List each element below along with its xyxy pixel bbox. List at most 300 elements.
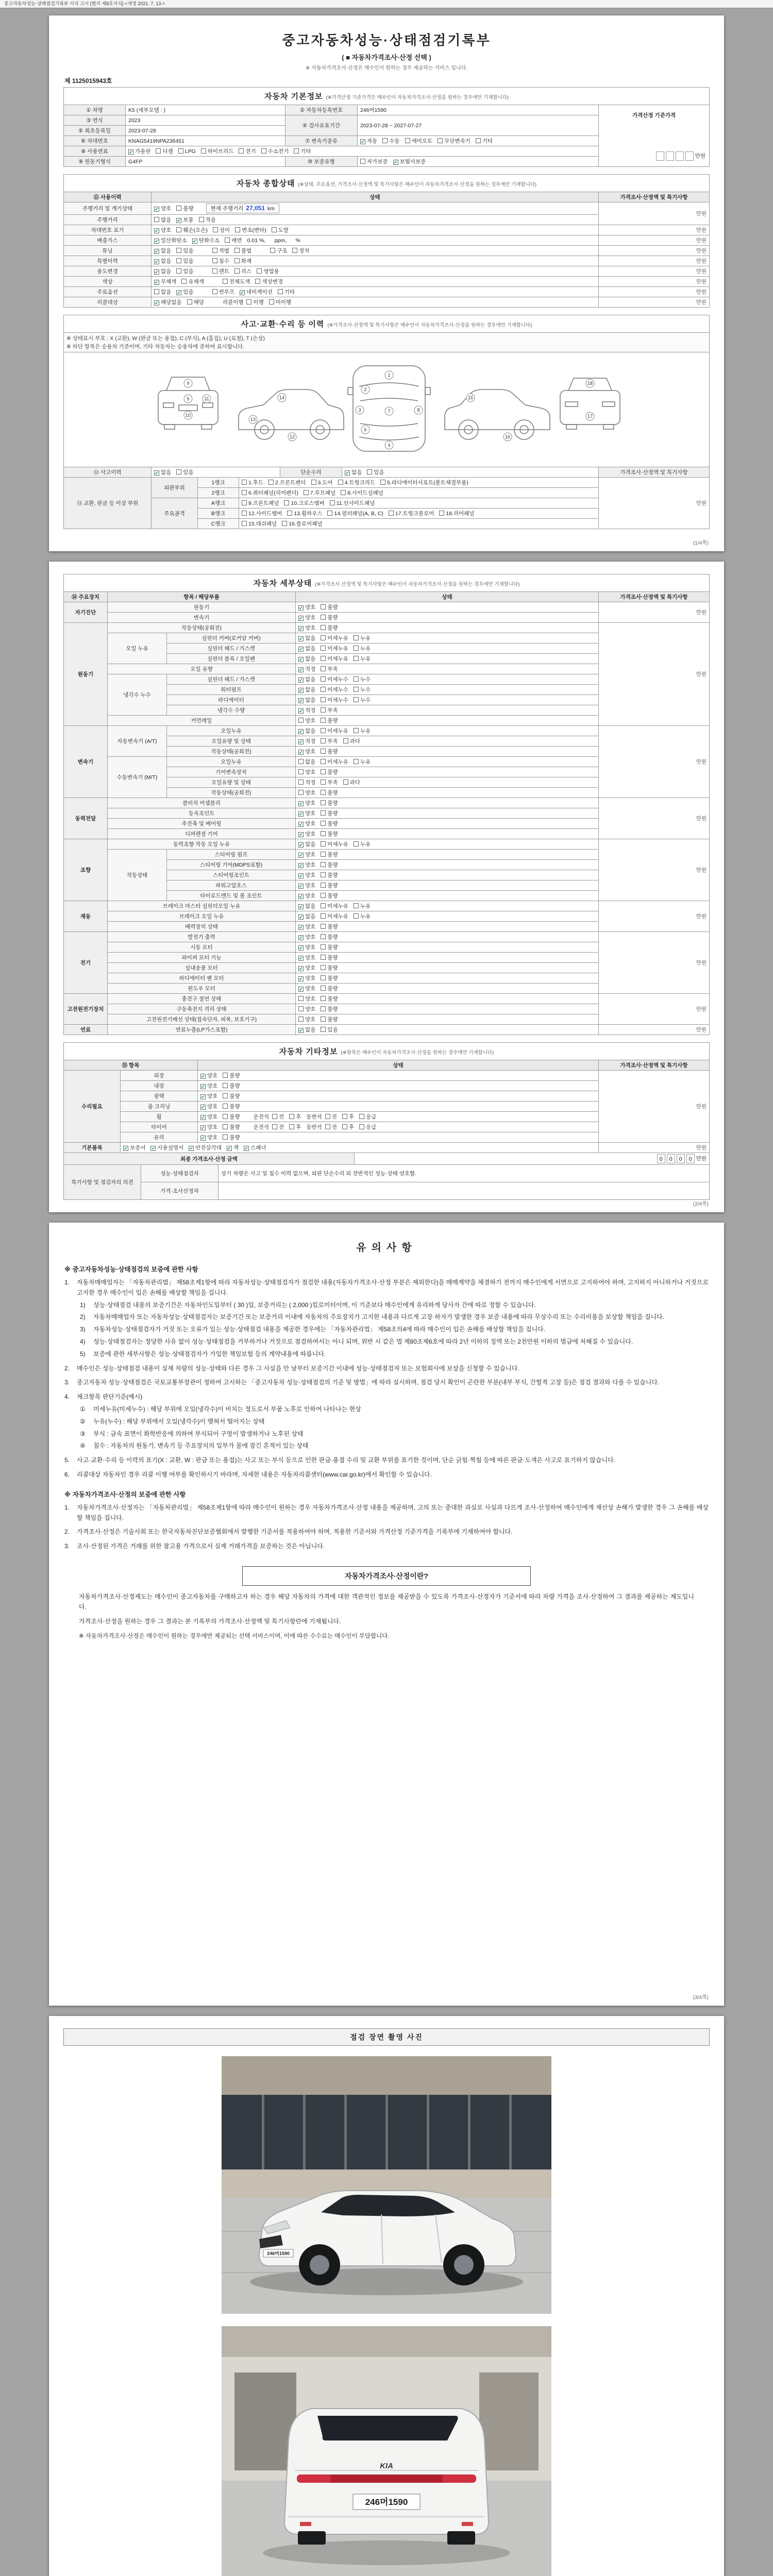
checkbox-option[interactable]: ✔ 무채색	[155, 279, 177, 285]
checkbox-option[interactable]: ✔ 보통	[177, 217, 194, 223]
checkbox-option[interactable]: ✔ 적정	[299, 707, 316, 714]
checkbox-option[interactable]: 매연	[225, 236, 242, 244]
section-title-accident: 사고·교환·수리 등 이력 (※가격조사·산정액 및 특기사항은 매수인이 자동차가격조사·산정을 원하는 경우에만 기재합니다)	[64, 315, 710, 333]
state-cell	[121, 1143, 599, 1153]
checkbox-option[interactable]: ✔ 양호	[299, 965, 316, 971]
checkbox-option[interactable]: ✔ 없음	[299, 656, 316, 662]
checkbox-option[interactable]: 있음	[367, 468, 384, 476]
checkbox-option[interactable]: ✔ 없음	[155, 258, 172, 264]
detail-row	[64, 839, 710, 850]
checkbox-icon	[321, 955, 326, 960]
checkbox-option[interactable]: 침수	[212, 257, 229, 265]
checkbox-icon	[321, 697, 326, 702]
checkbox-option[interactable]: ✔ 없음	[155, 248, 172, 254]
checkbox-option[interactable]: ✔ 적정	[299, 666, 316, 672]
checkbox-option[interactable]: 유채색	[181, 278, 204, 285]
checkbox-option[interactable]: 누유	[354, 645, 371, 652]
checkbox-option[interactable]: 미세누유	[321, 645, 348, 652]
state-cell	[198, 1081, 599, 1091]
checkbox-option[interactable]: ✔ 양호	[201, 1104, 218, 1110]
checkbox-icon	[298, 790, 304, 795]
checkbox-option[interactable]: 훼손(오손)	[176, 226, 208, 234]
checkbox-option[interactable]: 누수	[354, 696, 371, 704]
checkbox-option[interactable]: ✔ 없음	[299, 841, 316, 848]
checkbox-option[interactable]: 불량	[321, 933, 338, 941]
checkbox-icon	[321, 1027, 326, 1032]
checkbox-option[interactable]: 미세누수	[321, 675, 348, 683]
checkbox-option[interactable]: 불량	[321, 1015, 338, 1023]
checkbox-icon	[321, 759, 326, 764]
checkbox-option[interactable]: ✔ 없음	[299, 687, 316, 693]
checkbox-option[interactable]: 적음	[199, 216, 216, 224]
checkbox-option[interactable]: 디젤	[156, 147, 173, 155]
checkbox-option[interactable]: 불량	[223, 1113, 240, 1121]
rank-cell: B랭크	[198, 509, 239, 519]
checkbox-option[interactable]: 있음	[176, 468, 193, 476]
checkbox-option[interactable]: 전체도색	[223, 278, 250, 285]
checkbox-option[interactable]: 17.트렁크플로어	[389, 510, 434, 517]
checkbox-option[interactable]: 불량	[176, 205, 193, 212]
checkbox-option[interactable]: 불량	[321, 995, 338, 1003]
checkbox-option[interactable]: 화재	[234, 257, 251, 265]
checkbox-option[interactable]: 양호	[298, 717, 315, 724]
checkbox-option[interactable]: 세미오토	[405, 137, 433, 145]
checkbox-option[interactable]: 적법	[212, 247, 229, 255]
checkbox-icon	[321, 924, 326, 929]
checkbox-option[interactable]: 불량	[321, 954, 338, 961]
svg-text:6: 6	[364, 427, 367, 432]
detail-col-item: 항목 / 해당부품	[108, 592, 296, 602]
price-digit: 0	[686, 1154, 695, 1163]
checkbox-option[interactable]: ✔ 보험사보증	[393, 159, 426, 165]
checkbox-option[interactable]: ✔ 양호	[299, 625, 316, 631]
checkbox-option[interactable]: 있음	[176, 247, 193, 255]
checkbox-option[interactable]: 불량	[321, 614, 338, 621]
checkbox-option[interactable]: ✔ 보증서	[124, 1145, 146, 1151]
checkbox-option[interactable]: 누유	[354, 840, 371, 848]
checkbox-option[interactable]: 불량	[321, 717, 338, 724]
checkbox-option[interactable]: 하이브리드	[201, 147, 234, 155]
checkbox-option[interactable]: 14.필러패널(A, B, C)	[327, 510, 383, 517]
checkbox-option[interactable]: ✔ 없음	[299, 676, 316, 683]
checkbox-option[interactable]: ✔ 일산화탄소	[155, 238, 187, 244]
checkbox-option[interactable]: 과다	[343, 778, 360, 786]
checkbox-option[interactable]: 장치	[292, 247, 309, 255]
checkbox-option[interactable]: 이행	[246, 298, 263, 306]
checkbox-option[interactable]: 전	[272, 1113, 284, 1121]
checkbox-option[interactable]: 없음	[154, 288, 171, 296]
item-cell: 브레이크 마스터 실린더오일 누유	[108, 901, 296, 911]
notice-heading: ※ 중고자동차성능·상태점검의 보증에 관한 사항	[64, 1266, 198, 1273]
state-cell	[296, 901, 599, 911]
checkbox-option[interactable]: ✔ 양호	[155, 206, 172, 212]
etc-col-item: ⑮ 항목	[64, 1060, 198, 1071]
checkbox-option[interactable]: ✔ 양호	[299, 604, 316, 611]
checkbox-option[interactable]: ✔ 양호	[299, 810, 316, 817]
checkbox-option[interactable]: 10.크로스멤버	[284, 499, 324, 507]
checkbox-option[interactable]: ✔ 없음	[299, 903, 316, 909]
checkbox-option[interactable]: ✔ 양호	[299, 800, 316, 806]
checkbox-option[interactable]: ✔ 없음	[155, 268, 172, 275]
checkbox-option[interactable]: 전	[325, 1123, 337, 1131]
checkbox-option[interactable]: 불량	[223, 1123, 240, 1131]
checkbox-option[interactable]: ✔ 양호	[299, 986, 316, 992]
checkbox-option[interactable]: 16.플로어패널	[282, 520, 322, 528]
state-cell	[296, 932, 599, 942]
checkbox-icon	[338, 480, 343, 485]
checkbox-option[interactable]: 미세누유	[321, 758, 348, 766]
checkbox-option[interactable]: ✔ 없음	[299, 646, 316, 652]
checkbox-option[interactable]: 불량	[223, 1082, 240, 1090]
checkbox-icon	[284, 500, 289, 505]
checkbox-option[interactable]: 불량	[321, 1005, 338, 1013]
checkbox-option[interactable]: ✔ 양호	[155, 227, 172, 233]
checkbox-option[interactable]: 8.사이드실패널	[341, 489, 383, 497]
checkbox-option[interactable]: 누유	[354, 655, 371, 663]
checkbox-icon	[321, 934, 326, 939]
checkbox-option[interactable]: ✔ 잭	[227, 1145, 239, 1151]
checkbox-icon	[234, 248, 240, 253]
base-price-value: 만원	[601, 149, 707, 163]
checkbox-option[interactable]: 4.트렁크리드	[338, 479, 375, 486]
checkbox-option[interactable]: 미세누수	[321, 686, 348, 693]
state-cell	[198, 1122, 599, 1132]
checkbox-option[interactable]: 썬루프	[212, 288, 234, 296]
checkbox-option[interactable]: 9.프론트패널	[242, 499, 279, 507]
checkbox-option[interactable]: 불량	[223, 1103, 240, 1110]
checkbox-option[interactable]: 누유	[354, 634, 371, 642]
checkbox-option[interactable]: 누유	[354, 758, 371, 766]
checkbox-option[interactable]: 전기	[239, 147, 256, 155]
checkbox-option[interactable]: 불량	[321, 985, 338, 992]
checkbox-option[interactable]: 있음	[321, 1026, 338, 1033]
item-cell: 실린더 커버(로커암 커버)	[167, 633, 296, 643]
checkbox-option[interactable]: 15.대쉬패널	[242, 520, 277, 528]
price-survey-box-line: 자동차가격조사·산정제도는 매수인이 중고자동차를 구매하고자 하는 경우 해당 자동차의 가격에 대한 객관적인 정보를 제공받을 수 있도록 가격조사·산정자가 기준서에 따라 차량 가격을 조사·산정하여 그 결과를 제공하는 제도입니다.	[79, 1592, 694, 1611]
svg-text:16: 16	[505, 434, 511, 439]
notice-item: 3. 중고자동차 성능·상태점검은 국토교통부장관이 정하여 고시하는 「중고자동차 성능·상태점검의 기준 및 방법」에 따라 실시하며, 점검 당시 확인이 곤란한 부분(내부 부식, 간헐적 고장 등)은 점검 결과와 다를 수 있습니다.	[64, 1379, 660, 1386]
checkbox-icon: ✔	[299, 884, 303, 889]
checkbox-option[interactable]: ✔ 없음	[299, 728, 316, 734]
rank-cell: A랭크	[198, 498, 239, 509]
checkbox-option[interactable]: ✔ 없음	[299, 697, 316, 703]
checkbox-icon	[354, 676, 359, 682]
checkbox-option[interactable]: ✔ 탄화수소	[192, 238, 220, 244]
svg-text:5: 5	[187, 396, 190, 401]
checkbox-option[interactable]: 후	[342, 1123, 354, 1131]
summary-table	[63, 174, 710, 308]
checkbox-option[interactable]: 리스	[234, 267, 251, 275]
checkbox-icon: ✔	[189, 1146, 193, 1151]
checkbox-icon	[354, 913, 359, 919]
checkbox-icon	[405, 138, 410, 143]
checkbox-option[interactable]: ✔ 양호	[201, 1134, 218, 1141]
checkbox-option[interactable]: 불량	[321, 923, 338, 930]
checkbox-option[interactable]: 불량	[321, 964, 338, 972]
checkbox-option[interactable]: 과다	[343, 737, 360, 745]
checkbox-option[interactable]: LPG	[178, 148, 196, 155]
checkbox-option[interactable]: ✔ 없음	[299, 635, 316, 641]
checkbox-option[interactable]: 6.쿼터패널(리어펜더)	[242, 489, 298, 497]
checkbox-option[interactable]: 전	[325, 1113, 337, 1121]
checkbox-option[interactable]: ✔ 자동	[361, 138, 378, 144]
checkbox-icon: ✔	[201, 1115, 205, 1120]
checkbox-option[interactable]: 불량	[223, 1072, 240, 1079]
checkbox-option[interactable]: ✔ 양호	[299, 872, 316, 878]
checkbox-icon	[321, 676, 326, 682]
checkbox-option[interactable]: 부족	[321, 737, 338, 745]
checkbox-option[interactable]: 불량	[223, 1092, 240, 1100]
checkbox-icon	[223, 1093, 228, 1098]
checkbox-option[interactable]: 미세누유	[321, 902, 348, 910]
checkbox-option[interactable]: ✔ 양호	[201, 1093, 218, 1099]
checkbox-option[interactable]: 후	[289, 1123, 301, 1131]
checkbox-option[interactable]: 없음	[298, 758, 315, 766]
group-cell: 자동변속기 (A/T)	[108, 726, 167, 757]
checkbox-option[interactable]: 5.라디에이터서포트(볼트체결부품)	[380, 479, 468, 486]
checkbox-option[interactable]: 해당	[187, 298, 204, 306]
checkbox-option[interactable]: 불량	[321, 768, 338, 776]
checkbox-option[interactable]: ✔ 적정	[299, 738, 316, 744]
checkbox-icon	[223, 1073, 228, 1078]
etc-col-price: 가격조사·산정액 및 특기사항	[598, 1060, 709, 1071]
device-cell: 고전원전기장치	[64, 994, 108, 1025]
checkbox-option[interactable]: 있음	[176, 257, 193, 265]
checkbox-option[interactable]: 무단변속기	[438, 137, 470, 145]
checkbox-option[interactable]: 미세누유	[321, 634, 348, 642]
checkbox-option[interactable]: ✔ 양호	[201, 1124, 218, 1130]
checkbox-option[interactable]: ✔ 네비게이션	[240, 289, 273, 295]
checkbox-option[interactable]: 누유	[354, 727, 371, 735]
state-cell	[296, 870, 599, 880]
checkbox-option[interactable]: 불법	[234, 247, 251, 255]
checkbox-option[interactable]: 누유	[354, 912, 371, 920]
checkbox-option[interactable]: 응급	[359, 1123, 376, 1131]
checkbox-option[interactable]: 12.사이드멤버	[242, 510, 282, 517]
opinion-label-cell: 특기사항 및 점검자의 의견	[64, 1165, 141, 1200]
checkbox-option[interactable]: 미세누수	[321, 696, 348, 704]
price-survey-box-line: 가격조사·산정을 원하는 경우 그 결과는 본 기록부의 가격조사·산정액 및 특기사항란에 기재됩니다.	[79, 1617, 341, 1625]
checkbox-option[interactable]: 수동	[382, 137, 399, 145]
checkbox-option[interactable]: ✔ 양호	[299, 955, 316, 961]
checkbox-option[interactable]: ✔ 가솔린	[129, 148, 151, 155]
checkbox-option[interactable]: ✔ 스패너	[244, 1145, 266, 1151]
checkbox-option[interactable]: 상이	[213, 226, 230, 234]
checkbox-option[interactable]: 후	[289, 1113, 301, 1121]
checkbox-icon	[176, 469, 181, 474]
checkbox-icon	[246, 299, 251, 304]
checkbox-option[interactable]: 렌트	[212, 267, 229, 275]
checkbox-icon	[242, 511, 247, 516]
checkbox-option[interactable]: 변조(변타)	[235, 226, 266, 234]
checkbox-option[interactable]: 수소전기	[261, 147, 289, 155]
checkbox-option[interactable]: ✔ 없음	[155, 469, 172, 476]
checkbox-option[interactable]: 불량	[321, 851, 338, 858]
price-digit	[666, 151, 674, 161]
checkbox-option[interactable]: ✔ 없음	[299, 913, 316, 920]
checkbox-option[interactable]: 2.프론트펜더	[268, 479, 306, 486]
checkbox-option[interactable]: 기타	[294, 147, 311, 155]
checkbox-option[interactable]: ✔ 없음	[299, 1027, 316, 1033]
checkbox-option[interactable]: 전	[272, 1123, 284, 1131]
checkbox-option[interactable]: 불량	[223, 1133, 240, 1141]
checkbox-option[interactable]: 7.루프패널	[304, 489, 335, 497]
checkbox-option[interactable]: ✔ 양호	[299, 975, 316, 981]
checkbox-option[interactable]: 적정	[298, 778, 315, 786]
checkbox-option[interactable]: 미세누유	[321, 655, 348, 663]
checkbox-option[interactable]: 영업용	[257, 267, 279, 275]
notices-title: 유의사항	[356, 1242, 417, 1253]
device-cell: 원동기	[64, 623, 108, 726]
checkbox-option[interactable]: ✔ 양호	[299, 615, 316, 621]
checkbox-option[interactable]: 불량	[321, 882, 338, 889]
checkbox-option[interactable]: 불량	[321, 820, 338, 827]
checkbox-option[interactable]: ✔ 양호	[299, 934, 316, 940]
state-cell	[296, 994, 599, 1004]
checkbox-option[interactable]: 미세누유	[321, 840, 348, 848]
checkbox-option[interactable]: 미세누유	[321, 912, 348, 920]
checkbox-option[interactable]: 불량	[321, 861, 338, 869]
price-cell: 만원	[599, 726, 710, 798]
state-cell	[296, 643, 599, 654]
checkbox-option[interactable]: 양호	[298, 768, 315, 776]
checkbox-option[interactable]: 후	[342, 1113, 354, 1121]
checkbox-option[interactable]: ✔ 없음	[345, 469, 362, 476]
checkbox-option[interactable]: 구조	[270, 247, 287, 255]
checkbox-option[interactable]: ✔ 양호	[201, 1073, 218, 1079]
checkbox-option[interactable]: 1.후드	[242, 479, 263, 486]
checkbox-icon	[321, 779, 326, 785]
checkbox-option[interactable]: 불량	[321, 809, 338, 817]
panel-items-cell	[239, 488, 599, 498]
state-cell	[198, 1071, 599, 1081]
checkbox-icon: ✔	[299, 708, 303, 714]
checkbox-option[interactable]: 양호	[298, 1015, 315, 1023]
summary-row	[64, 202, 710, 215]
checkbox-option[interactable]: ✔ 안전삼각대	[189, 1145, 222, 1151]
checkbox-option[interactable]: ✔ 사용설명서	[151, 1145, 184, 1151]
checkbox-option[interactable]: ✔ 있음	[177, 289, 194, 295]
checkbox-option[interactable]: 도말	[272, 226, 289, 234]
value-engine: G4FP	[126, 157, 285, 167]
checkbox-icon	[359, 1114, 364, 1119]
checkbox-icon: ✔	[299, 698, 303, 703]
checkbox-option[interactable]: ✔ 양호	[299, 821, 316, 827]
checkbox-option[interactable]: 부족	[321, 665, 338, 673]
checkbox-option[interactable]: ✔ 양호	[299, 862, 316, 868]
checkbox-option[interactable]: 양호	[298, 1005, 315, 1013]
label-inspection: ④ 검사유효기간	[285, 115, 358, 136]
checkbox-icon: ✔	[299, 647, 303, 652]
inline-value: 0.01 %, ppm, %	[247, 238, 300, 244]
checkbox-option[interactable]: 있음	[176, 267, 193, 275]
checkbox-icon	[354, 903, 359, 908]
checkbox-option[interactable]: 불량	[321, 603, 338, 611]
checkbox-option[interactable]: ✔ 해당없음	[155, 299, 182, 306]
checkbox-option[interactable]: ✔ 양호	[299, 944, 316, 951]
item-cell: 기어변속장치	[167, 767, 296, 777]
item-cell: 커먼레일	[108, 716, 296, 726]
item-cell: 용도변경	[64, 266, 152, 277]
state-cell	[152, 235, 599, 246]
checkbox-option[interactable]: 불량	[321, 830, 338, 838]
label-transmission: ⑦ 변속기종류	[285, 136, 358, 146]
checkbox-icon: ✔	[299, 987, 303, 992]
checkbox-icon: ✔	[299, 616, 303, 621]
checkbox-option[interactable]: ✔ 양호	[299, 852, 316, 858]
checkbox-option[interactable]: 불량	[321, 789, 338, 796]
item-cell: 와이퍼 모터 기능	[108, 953, 296, 963]
page-mark: (3/4쪽)	[693, 1995, 709, 2001]
summary-row	[64, 246, 710, 256]
checkbox-option[interactable]: 불량	[321, 799, 338, 807]
checkbox-option[interactable]: 11.인사이드패널	[330, 499, 375, 507]
checkbox-option[interactable]: 미이행	[269, 298, 291, 306]
checkbox-option[interactable]: 불량	[321, 624, 338, 632]
checkbox-option[interactable]: 양호	[298, 995, 315, 1003]
state-cell	[296, 716, 599, 726]
price-cell: 만원	[599, 478, 710, 529]
label-year: ③ 연식	[64, 115, 126, 126]
checkbox-option[interactable]: 응급	[359, 1113, 376, 1121]
label-fuel: ⑧ 사용연료	[64, 146, 126, 157]
checkbox-option[interactable]: 누수	[354, 686, 371, 693]
checkbox-option[interactable]: ✔ 양호	[299, 749, 316, 755]
checkbox-option[interactable]: ✔ 양호	[299, 924, 316, 930]
checkbox-option[interactable]: 불량	[321, 871, 338, 879]
checkbox-option[interactable]: 기타	[476, 137, 493, 145]
checkbox-option[interactable]: ✔ 양호	[201, 1083, 218, 1089]
state-cell	[296, 674, 599, 685]
state-cell	[296, 757, 599, 767]
checkbox-option[interactable]: 누수	[354, 675, 371, 683]
basic-info-table	[63, 87, 710, 167]
checkbox-option[interactable]: 불량	[321, 748, 338, 755]
checkbox-option[interactable]: 누유	[354, 902, 371, 910]
checkbox-option[interactable]: 불량	[321, 974, 338, 982]
item-cell: 냉각수 수량	[167, 705, 296, 716]
checkbox-option[interactable]: ✔ 양호	[299, 831, 316, 837]
checkbox-option[interactable]: 18.리어패널	[439, 510, 474, 517]
checkbox-option[interactable]: 부족	[321, 706, 338, 714]
checkbox-option[interactable]: 기타	[278, 288, 295, 296]
checkbox-icon	[321, 821, 326, 826]
checkbox-option[interactable]: ✔ 양호	[201, 1114, 218, 1120]
checkbox-option[interactable]: 양호	[298, 789, 315, 796]
price-cell: 만원	[598, 297, 709, 308]
checkbox-option[interactable]: ✔ 양호	[299, 893, 316, 899]
checkbox-option[interactable]: 자가보증	[360, 158, 388, 165]
checkbox-option[interactable]: 부족	[321, 778, 338, 786]
item-cell: 작동상태(공회전)	[167, 788, 296, 798]
exchange-panel-table	[63, 477, 710, 529]
price-cell: 만원	[599, 1025, 710, 1035]
checkbox-icon	[439, 511, 444, 516]
checkbox-option[interactable]: 색상변경	[255, 278, 283, 285]
checkbox-option[interactable]: 불량	[321, 943, 338, 951]
final-price-value: 0 0 0 0 만원	[354, 1153, 709, 1165]
checkbox-option[interactable]: 많음	[154, 216, 171, 224]
checkbox-option[interactable]: 13.휠하우스	[287, 510, 322, 517]
notice-subitem: ① 미세누유(미세누수) : 해당 부위에 오일(냉각수)이 비치는 정도로서 부품 노후로 인하여 나타나는 현상	[80, 1405, 361, 1413]
notice-subitem: 3) 자동차성능·상태점검자가 거짓 또는 오류가 있는 성능·상태점검 내용을 제공한 경우에는 「자동차관리법」 제58조의4에 따라 매수인이 입은 손해를 배상할 책임을 집니다.	[80, 1326, 546, 1333]
checkbox-option[interactable]: 미세누유	[321, 727, 348, 735]
checkbox-option[interactable]: 불량	[321, 892, 338, 900]
checkbox-option[interactable]: ✔ 양호	[299, 883, 316, 889]
checkbox-icon: ✔	[240, 290, 244, 295]
checkbox-option[interactable]: 3.도어	[311, 479, 333, 486]
inline-label: 리콜이행	[222, 299, 244, 306]
